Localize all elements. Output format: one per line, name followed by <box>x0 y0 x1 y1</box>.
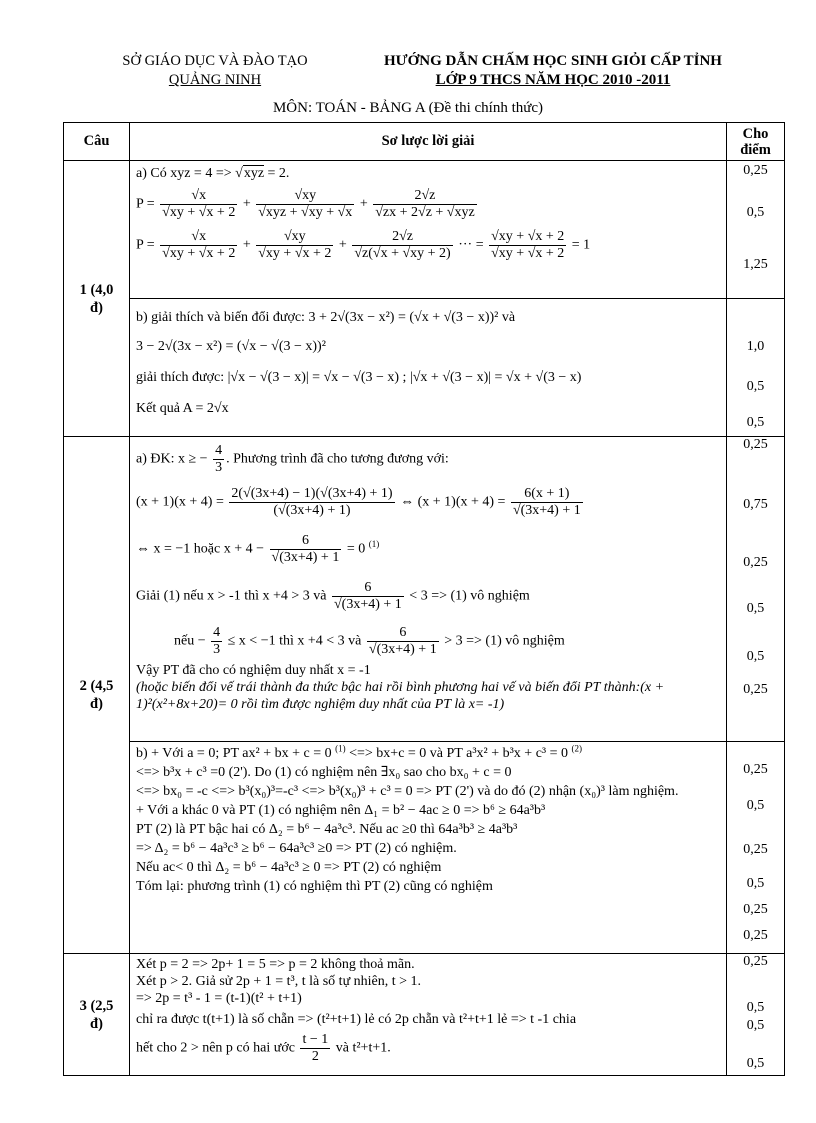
q1b-line2: 3 − 2√(3x − x²) = (√x − √(3 − x))² <box>136 339 326 354</box>
q3-line1: Xét p = 2 => 2p+ 1 = 5 => p = 2 không thoả mãn. <box>136 957 415 972</box>
q1a-point-3: 1,25 <box>743 257 768 272</box>
header-solution: Sơ lược lời giải <box>130 123 727 161</box>
q2-label <box>64 437 130 954</box>
q2b-point-4: 0,5 <box>746 876 765 891</box>
q2b-line8: Tóm lại: phương trình (1) có nghiệm thì PT (2) cũng có nghiệm <box>136 879 493 894</box>
q1b-text1-end: và <box>501 310 516 325</box>
q1b-solution <box>130 299 727 437</box>
q1b-text3: giải thích được: <box>136 370 225 385</box>
q2-label-text: 2 (4,5 đ) <box>79 678 114 712</box>
q3-label <box>64 954 130 1076</box>
q2b-row <box>64 742 785 954</box>
q3-point-3: 0,5 <box>746 1018 765 1033</box>
q2b-line2: <=> b³x + c³ =0 (2'). Do (1) có nghiệm nên ∃x₀ sao cho bx₀ + c = 0 <box>136 765 512 780</box>
q1b-line3: giải thích được: |√x − √(3 − x)| = √x − √(3 − x) ; |√x + √(3 − x)| = √x + √(3 − x) <box>136 370 582 385</box>
grading-table <box>63 122 785 1076</box>
q1a-points <box>727 161 785 299</box>
table-header-row <box>64 123 785 161</box>
q2b-line3: <=> bx₀ = -c <=> b³(x₀)³=-c³ <=> b³(x₀)³ + c³ = 0 => PT (2') và do đó (2) nhận (x₀)³ làm nghiệm. <box>136 784 679 799</box>
q2a-line1: a) ĐK: x ≥ − $\frac{4}{3}$ . Phương trình đã cho tương đương với: <box>136 443 449 475</box>
q1a-line3: P = $\frac{√x}{√xy + √x + 2}$ + $\frac{√xy}{√xy + √x + 2}$ + $\frac{2√z}{√z(√x + √xy + 2)}$ ··· = $\frac{√xy + √x + 2}{√xy + √x + 2}$ = 1 <box>136 229 591 261</box>
q1a-solution <box>130 161 727 299</box>
q2b-text1: b) + Với a = 0; PT <box>136 746 239 761</box>
subject-line: MÔN: TOÁN - BẢNG A (Đề thi chính thức) <box>272 100 544 116</box>
q1a-text1: a) Có xyz = 4 => <box>136 166 232 181</box>
q1-label-text: 1 (4,0 đ) <box>79 281 114 316</box>
q1-label <box>64 161 130 437</box>
document-title: HƯỚNG DẪN CHẤM HỌC SINH GIỎI CẤP TỈNH <box>384 53 722 69</box>
q2b-point-6: 0,25 <box>743 928 768 943</box>
q3-text5: hết cho 2 > nên p có hai ước <box>136 1040 295 1056</box>
q2a-row <box>64 437 785 742</box>
q2b-point-5: 0,25 <box>743 902 768 917</box>
q1b-point-1: 1,0 <box>746 339 765 354</box>
q3-point-1: 0,25 <box>743 954 768 969</box>
issuer-block <box>95 52 335 90</box>
q2a-text4b: < 3 => (1) vô nghiệm <box>409 588 530 604</box>
q2a-line3: ⇔ x = −1 hoặc x + 4 − $\frac{6}{√(3x+4) + 1}$ = 0 $^{(1)}$ <box>136 533 380 565</box>
header-cau: Câu <box>64 123 130 161</box>
q1a-root <box>235 166 243 181</box>
q2a-text5c: > 3 => (1) vô nghiệm <box>444 633 565 649</box>
q1b-point-3: 0,5 <box>746 415 765 430</box>
q2a-line2: (x + 1)(x + 4) = $\frac{2(√(3x+4) - 1)(√(3x+4) + 1)}{(√(3x+4) + 1)}$ ⇔ (x + 1)(x + 4) = $\frac{6(x + 1)}{√(3x+4) + 1}$ <box>136 486 581 518</box>
q1a-row <box>64 161 785 299</box>
q2a-point-4: 0,5 <box>746 601 765 616</box>
q3-row <box>64 954 785 1076</box>
q2b-line4: + Với a khác 0 và PT (1) có nghiệm nên Δ₁ = b² − 4ac ≥ 0 => b⁶ ≥ 64a³b³ <box>136 803 546 818</box>
q2b-line5: PT (2) là PT bậc hai có Δ₂ = b⁶ − 4a³c³. Nếu ac ≥0 thì 64a³b³ ≥ 4a³b³ <box>136 822 518 837</box>
q2b-solution <box>130 742 727 954</box>
q1a-line2: P = $\frac{√x}{√xy + √x + 2}$ + $\frac{√xy}{\text{√xyz + √xy + √x}}$ + $\frac{2√z}{\text{√zx + 2√z + √xyz}}$ <box>136 188 475 220</box>
document-title-block <box>343 52 763 90</box>
q2a-point-3: 0,25 <box>743 555 768 570</box>
q3-solution <box>130 954 727 1076</box>
document-subtitle: LỚP 9 THCS NĂM HỌC 2010 -2011 <box>435 72 671 88</box>
q3-label-text: 3 (2,5 đ) <box>79 997 114 1032</box>
q2a-text5b: thì x +4 < 3 và <box>279 633 362 649</box>
q2a-text3: hoặc <box>193 541 221 557</box>
q2b-line6: => Δ₂ = b⁶ − 4a³c³ ≥ b⁶ − 64a³c³ ≥0 => PT (2) có nghiệm. <box>136 841 457 856</box>
q2a-text5: nếu <box>174 633 195 649</box>
issuer-province: QUẢNG NINH <box>168 72 262 88</box>
q2a-text1b: . Phương trình đã cho tương đương với: <box>226 451 449 467</box>
q2a-point-6: 0,25 <box>743 682 768 697</box>
q1a-line1: a) Có xyz = 4 => √ xyz = 2. <box>136 165 720 182</box>
q2b-point-1: 0,25 <box>743 762 768 777</box>
q2a-solution <box>130 437 727 742</box>
q2a-point-5: 0,5 <box>746 649 765 664</box>
q2b-point-3: 0,25 <box>743 842 768 857</box>
q3-point-4: 0,5 <box>746 1056 765 1071</box>
q3-points <box>727 954 785 1076</box>
q2a-conclusion: Vậy PT đã cho có nghiệm duy nhất x = -1 <box>136 663 371 678</box>
q3-line5: hết cho 2 > nên p có hai ước $\frac{t - 1}{2}$ và t²+t+1. <box>136 1032 391 1064</box>
q2a-point-1: 0,25 <box>743 437 768 452</box>
q2a-points <box>727 437 785 742</box>
q3-text5b: và t²+t+1. <box>335 1040 391 1056</box>
q3-line4: chỉ ra được t(t+1) là số chẵn => (t²+t+1) lẻ có 2p chẵn và t²+t+1 lẻ => t -1 chia <box>136 1012 577 1027</box>
q3-point-2: 0,5 <box>746 1000 765 1015</box>
q1b-point-2: 0,5 <box>746 379 765 394</box>
q1b-line4: Kết quả A = 2√x <box>136 401 229 416</box>
q1a-point-1: 0,25 <box>743 163 768 178</box>
q1b-text1: b) giải thích và biến đổi được: <box>136 310 305 325</box>
q1b-points <box>727 299 785 437</box>
header-points: Cho điểm <box>727 123 785 161</box>
q2b-point-2: 0,5 <box>746 798 765 813</box>
q2a-text4: Giải (1) nếu x > -1 thì x +4 > 3 và <box>136 588 327 604</box>
q2a-line5: nếu − $\frac{4}{3}$ ≤ x < −1 thì x +4 < 3 và $\frac{6}{√(3x+4) + 1}$ > 3 => (1) vô nghiệm <box>174 625 565 657</box>
q1b-row <box>64 299 785 437</box>
q3-line3: => 2p = t³ - 1 = (t-1)(t² + t+1) <box>136 991 302 1006</box>
q2b-line7: Nếu ac< 0 thì Δ₂ = b⁶ − 4a³c³ ≥ 0 => PT (2) có nghiệm <box>136 860 442 875</box>
q2a-line4: Giải (1) nếu x > -1 thì x +4 > 3 và $\frac{6}{√(3x+4) + 1}$ < 3 => (1) vô nghiệm <box>136 580 530 612</box>
q2a-alternative-note: (hoặc biến đổi vế trái thành đa thức bậc hai rồi bình phương hai vế và biến đổi PT thành:(x + 1)²(x²+8x+20)= 0 rồi tìm được nghiệm duy nhất của PT là x= -1) <box>136 680 665 712</box>
q2a-point-2: 0,75 <box>743 497 768 512</box>
issuer-department: SỞ GIÁO DỤC VÀ ĐÀO TẠO <box>122 53 308 69</box>
q2b-points <box>727 742 785 954</box>
q2a-text1: a) ĐK: <box>136 451 175 467</box>
q3-line2: Xét p > 2. Giả sử 2p + 1 = t³, t là số tự nhiên, t > 1. <box>136 974 422 989</box>
q1a-text1b: = 2. <box>267 166 290 181</box>
q1b-text4: Kết quả <box>136 401 180 416</box>
q2b-line1: b) + Với a = 0; PT ax² + bx + c = 0 $^{(1)}$ <=> bx+c = 0 và PT a³x² + b³x + c³ = 0 $^{(2)}$ <box>136 743 583 761</box>
q1a-point-2: 0,5 <box>746 205 765 220</box>
q1b-line1: b) giải thích và biến đổi được: 3 + 2√(3x − x²) = (√x + √(3 − x))² và <box>136 310 516 325</box>
